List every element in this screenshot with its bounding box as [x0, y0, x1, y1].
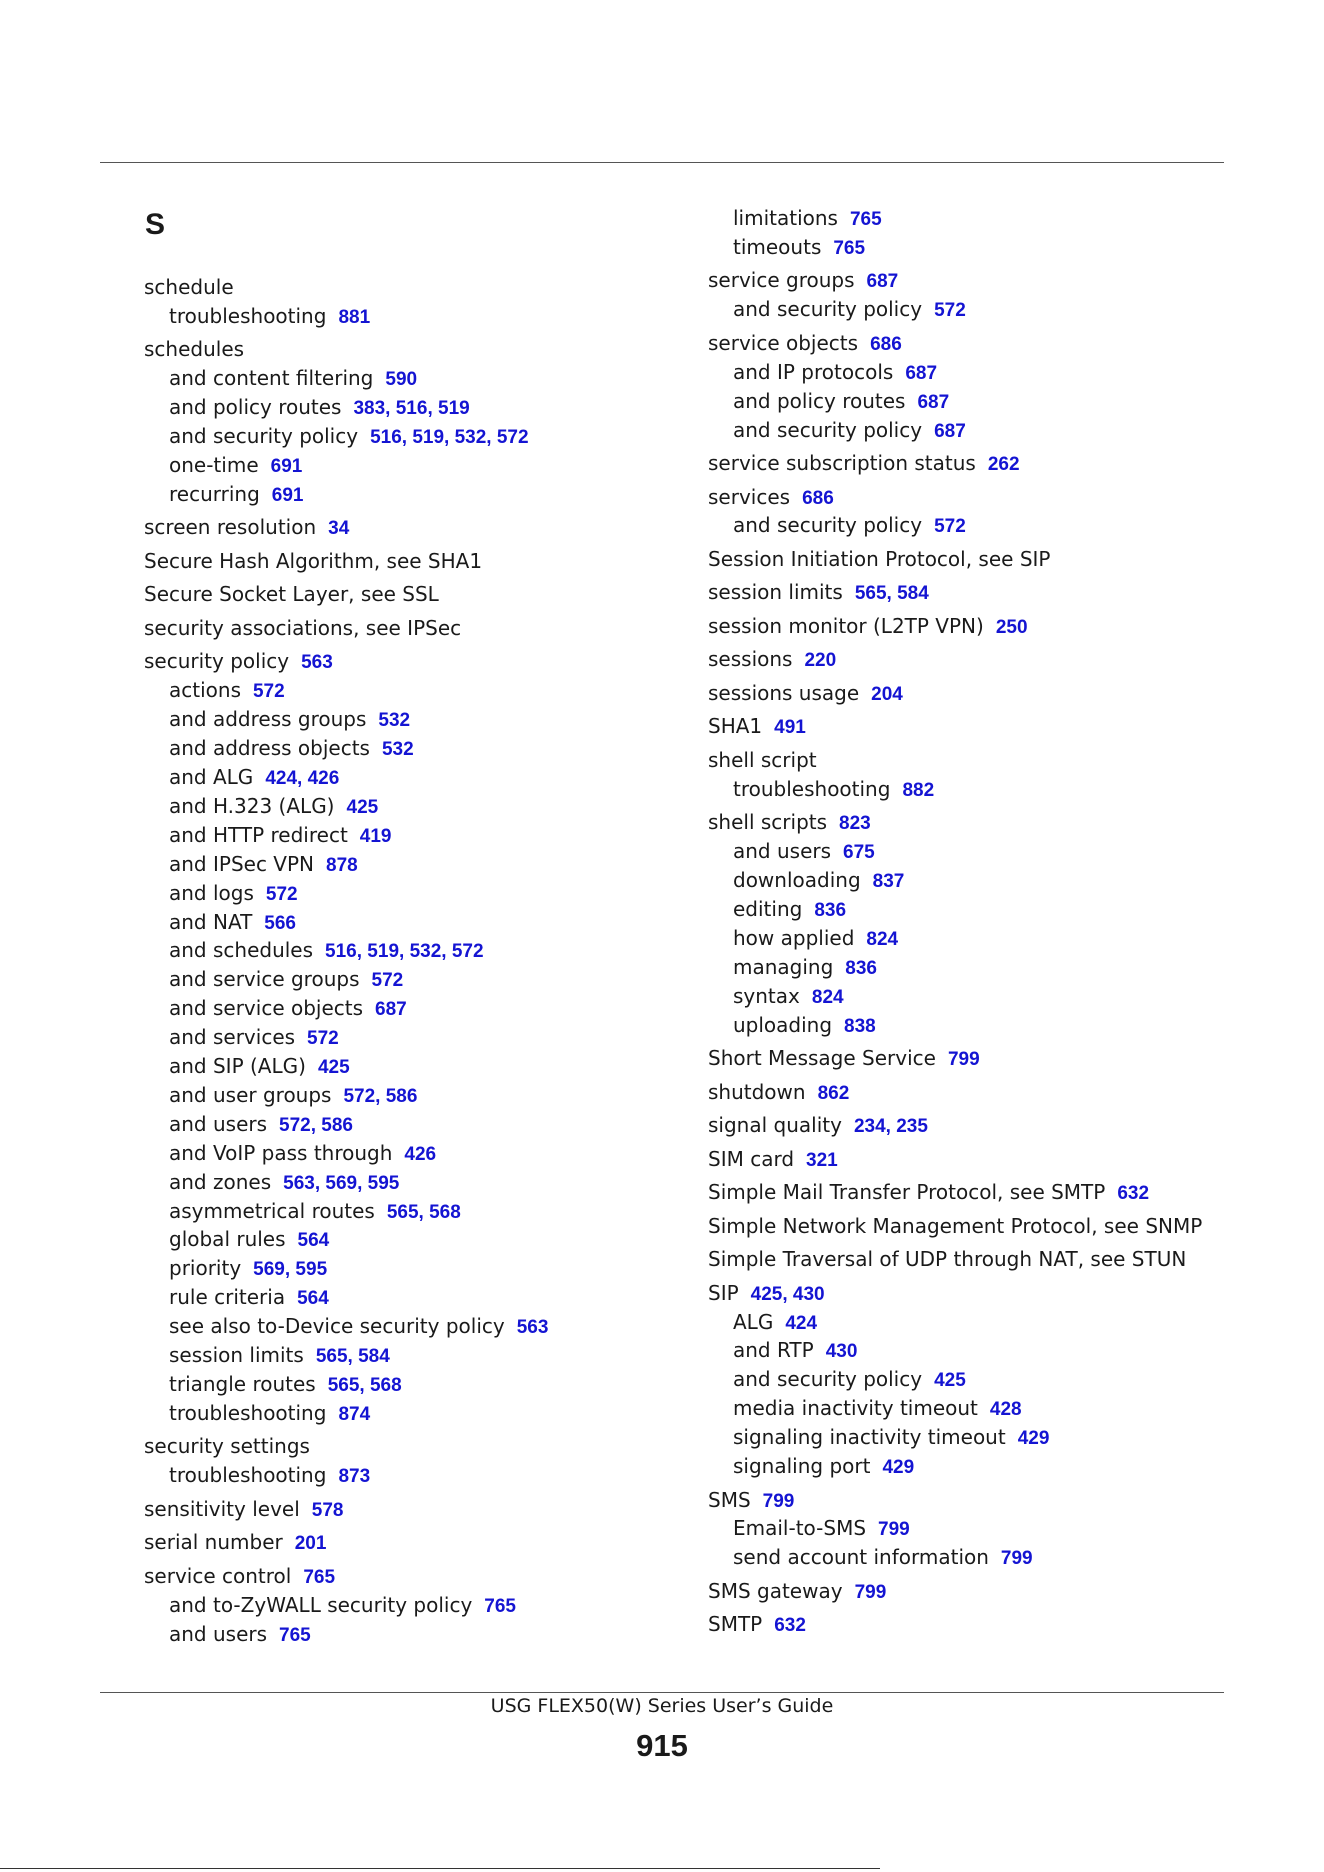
index-subentry [169, 1053, 350, 1081]
page-reference-link[interactable]: 765 [833, 237, 866, 259]
index-term: rule criteria [169, 1285, 286, 1310]
index-term: how applied [733, 925, 855, 950]
page-reference-link[interactable]: 425 [317, 1057, 350, 1078]
page-reference-link[interactable]: 565, 568 [327, 1374, 402, 1396]
index-term: and content filtering [169, 366, 374, 391]
index-entry [708, 613, 1028, 641]
index-term: global rules [169, 1227, 286, 1252]
index-subentry [169, 677, 285, 705]
page-reference-link[interactable]: 563, 569, 595 [283, 1172, 400, 1194]
index-subentry [169, 880, 298, 908]
page-reference-link[interactable]: 565, 584 [854, 583, 929, 605]
index-subentry [169, 966, 403, 994]
page-reference-link[interactable]: 687 [866, 271, 899, 293]
index-term: and policy routes [733, 388, 906, 413]
page-reference-link[interactable]: 572 [265, 883, 298, 905]
index-subentry [169, 909, 296, 937]
index-entry [144, 548, 482, 574]
page-reference-link[interactable]: 234, 235 [853, 1116, 928, 1138]
index-subentry [733, 1515, 910, 1543]
index-term: and logs [169, 880, 254, 905]
index-subentry [733, 1309, 817, 1337]
index-subentry [169, 764, 339, 792]
page-reference-link[interactable]: 419 [359, 825, 392, 847]
index-subentry [169, 1140, 436, 1168]
index-entry [708, 809, 871, 837]
index-term: and user groups [169, 1082, 332, 1107]
index-entry [708, 747, 817, 773]
index-subentry [169, 481, 303, 509]
page-reference-link[interactable]: 824 [811, 986, 844, 1008]
page-reference-link[interactable]: 383, 516, 519 [353, 398, 470, 420]
page-reference-link[interactable]: 799 [878, 1519, 910, 1541]
page-reference-link[interactable]: 862 [817, 1082, 850, 1104]
index-subentry [169, 1226, 329, 1254]
page-reference-link[interactable]: 424 [785, 1312, 818, 1334]
index-term: recurring [169, 481, 260, 506]
index-entry [708, 450, 1020, 478]
index-subentry [733, 388, 949, 416]
index-term: session limits [708, 580, 843, 605]
index-entry [708, 546, 1050, 572]
index-term: send account information [733, 1545, 989, 1570]
index-term: see also to-Device security policy [169, 1314, 505, 1339]
index-entry [708, 1112, 928, 1140]
index-entry [708, 1487, 794, 1515]
index-term: and VoIP pass through [169, 1140, 393, 1165]
index-term: one-time [169, 453, 259, 477]
index-term: troubleshooting [169, 1400, 327, 1425]
page-reference-link[interactable]: 572 [371, 970, 404, 992]
index-term: managing [733, 954, 834, 979]
index-term: and users [733, 839, 832, 864]
index-subentry [733, 512, 966, 540]
index-term: and schedules [169, 938, 314, 963]
index-term: and ALG [169, 765, 254, 789]
page-reference-link[interactable]: 425 [934, 1370, 966, 1392]
index-term: signal quality [708, 1113, 842, 1138]
page-reference-link[interactable]: 675 [843, 842, 875, 864]
index-term: Session Initiation Protocol, see SIP [708, 546, 1051, 571]
index-entry [708, 1213, 1202, 1239]
index-term: security settings [144, 1434, 310, 1459]
index-term: session monitor (L2TP VPN) [708, 613, 984, 638]
page-reference-link[interactable]: 874 [338, 1403, 371, 1425]
page-number: 915 [636, 1728, 688, 1763]
index-subentry [169, 1621, 311, 1649]
index-subentry [733, 1544, 1033, 1572]
index-term: and security policy [733, 513, 923, 538]
index-subentry [733, 1395, 1022, 1423]
page-reference-link[interactable]: 878 [326, 854, 358, 876]
page-reference-link[interactable]: 321 [806, 1149, 838, 1171]
page-reference-link[interactable]: 532 [381, 739, 414, 761]
page-reference-link[interactable]: 250 [995, 616, 1028, 638]
index-term: Short Message Service [708, 1046, 936, 1071]
page-reference-link[interactable]: 516, 519, 532, 572 [325, 941, 484, 963]
index-entry [708, 1611, 806, 1639]
index-subentry [733, 359, 937, 387]
page-reference-link[interactable]: 563 [301, 652, 333, 674]
index-term: actions [169, 678, 241, 703]
index-term: SMTP [708, 1612, 763, 1637]
index-term: security associations, see IPSec [144, 615, 462, 640]
index-term: and policy routes [169, 395, 342, 420]
index-term: screen resolution [144, 515, 317, 540]
index-term: SHA1 [708, 714, 763, 739]
index-term: schedules [144, 337, 245, 362]
index-term: service groups [708, 268, 855, 293]
index-entry [708, 579, 929, 607]
page-reference-link[interactable]: 799 [762, 1490, 795, 1512]
page-reference-link[interactable]: 799 [854, 1581, 887, 1603]
index-term: and services [169, 1025, 296, 1050]
page-reference-link[interactable]: 565, 584 [315, 1346, 390, 1367]
page-reference-link[interactable]: 424, 426 [265, 768, 340, 789]
page-reference-link[interactable]: 572, 586 [279, 1114, 353, 1136]
index-term: and NAT [169, 909, 253, 934]
page-reference-link[interactable]: 532 [378, 710, 411, 732]
page-reference-link[interactable]: 572 [307, 1028, 339, 1050]
index-entry [708, 267, 898, 295]
index-term: and HTTP redirect [169, 822, 348, 847]
index-subentry [733, 234, 865, 262]
page-reference-link[interactable]: 799 [947, 1049, 980, 1071]
index-term: Simple Network Management Protocol, see SNMP [708, 1213, 1203, 1238]
index-term: and service objects [169, 996, 364, 1021]
index-subentry [169, 1342, 390, 1370]
index-term: security policy [144, 649, 290, 674]
index-subentry [169, 937, 484, 965]
index-term: Simple Traversal of UDP through NAT, see STUN [708, 1247, 1187, 1272]
index-term: Simple Mail Transfer Protocol, see SMTP [708, 1180, 1106, 1205]
index-entry [144, 1563, 335, 1591]
index-entry [708, 330, 902, 358]
index-term: and security policy [733, 1367, 923, 1392]
index-term: asymmetrical routes [169, 1198, 375, 1223]
page-reference-link[interactable]: 578 [311, 1499, 344, 1521]
index-entry [708, 1246, 1186, 1272]
page-reference-link[interactable]: 686 [870, 333, 902, 355]
page-reference-link[interactable]: 572 [934, 300, 966, 322]
page-reference-link[interactable]: 765 [279, 1624, 311, 1646]
index-subentry [733, 776, 934, 804]
index-term: shutdown [708, 1079, 806, 1104]
page-reference-link[interactable]: 837 [872, 871, 905, 893]
index-term: services [708, 484, 791, 509]
footer-rule [100, 1692, 1224, 1693]
bottom-edge-line [0, 1868, 880, 1869]
index-subentry [169, 423, 529, 451]
index-subentry [169, 1400, 370, 1428]
index-subentry [733, 296, 966, 324]
index-term: sessions usage [708, 680, 860, 705]
index-subentry [169, 822, 392, 850]
page-reference-link[interactable]: 572, 586 [343, 1085, 418, 1107]
index-subentry [733, 1453, 914, 1481]
index-term: timeouts [733, 234, 822, 259]
index-term: and security policy [169, 424, 359, 449]
page-reference-link[interactable]: 204 [871, 683, 903, 705]
index-term: and H.323 (ALG) [169, 793, 335, 818]
index-entry [708, 1079, 849, 1107]
index-subentry [169, 706, 410, 734]
index-subentry [169, 735, 414, 763]
page-reference-link[interactable]: 838 [844, 1015, 876, 1037]
index-subentry [733, 205, 882, 233]
index-entry [708, 1578, 886, 1606]
index-term: sessions [708, 647, 793, 672]
index-entry [708, 484, 834, 512]
index-term: signaling inactivity timeout [733, 1425, 1006, 1450]
page-reference-link[interactable]: 691 [270, 456, 303, 477]
index-term: triangle routes [169, 1371, 316, 1396]
index-term: shell script [708, 747, 817, 772]
index-entry [708, 713, 806, 741]
index-subentry [169, 1082, 417, 1110]
index-term: schedule [144, 275, 234, 299]
index-subentry [733, 954, 877, 982]
index-subentry [169, 1371, 402, 1399]
index-entry [144, 648, 333, 676]
index-subentry [169, 303, 370, 331]
page-reference-link[interactable]: 262 [987, 454, 1020, 475]
page-reference-link[interactable]: 565, 568 [386, 1201, 461, 1223]
index-subentry [169, 1284, 329, 1312]
page-reference-link[interactable]: 564 [297, 1230, 330, 1252]
index-subentry [733, 838, 875, 866]
index-term: editing [733, 897, 803, 921]
page-reference-link[interactable]: 430 [825, 1341, 858, 1363]
page-reference-link[interactable]: 765 [849, 209, 882, 230]
page-reference-link[interactable]: 799 [1000, 1548, 1033, 1570]
index-term: and address objects [169, 736, 370, 761]
page-reference-link[interactable]: 686 [802, 487, 834, 509]
page-reference-link[interactable]: 824 [866, 928, 899, 950]
index-subentry [733, 867, 904, 895]
page-reference-link[interactable]: 687 [375, 999, 407, 1021]
index-entry [144, 1433, 310, 1459]
index-subentry [169, 1024, 339, 1052]
page-reference-link[interactable]: 491 [774, 717, 806, 739]
page-reference-link[interactable]: 428 [989, 1399, 1022, 1421]
index-subentry [733, 1337, 857, 1365]
footer-title: USG FLEX50(W) Series User’s Guide [490, 1695, 834, 1717]
index-term: and security policy [733, 417, 923, 442]
index-term: media inactivity timeout [733, 1396, 978, 1421]
page-reference-link[interactable]: 765 [303, 1566, 336, 1588]
index-term: and service groups [169, 967, 360, 992]
page-reference-link[interactable]: 881 [338, 306, 371, 328]
index-term: troubleshooting [169, 1463, 327, 1488]
index-term: and IPSec VPN [169, 851, 314, 876]
index-term: and SIP (ALG) [169, 1054, 306, 1078]
index-subentry [733, 417, 966, 445]
index-subentry [733, 896, 846, 924]
index-subentry [169, 851, 358, 879]
index-term: and security policy [733, 297, 923, 322]
section-letter: S [145, 208, 166, 241]
page-reference-link[interactable]: 687 [934, 420, 966, 442]
page-reference-link[interactable]: 632 [1117, 1183, 1150, 1205]
page-reference-link[interactable]: 34 [328, 518, 350, 540]
index-term: and RTP [733, 1338, 814, 1363]
index-subentry [733, 983, 844, 1011]
index-entry [144, 274, 234, 300]
page-reference-link[interactable]: 873 [338, 1466, 371, 1488]
page-reference-link[interactable]: 882 [902, 779, 935, 801]
page-reference-link[interactable]: 632 [774, 1615, 806, 1637]
index-term: signaling port [733, 1454, 871, 1478]
page-reference-link[interactable]: 429 [882, 1457, 915, 1478]
page-reference-link[interactable]: 563 [516, 1317, 549, 1339]
page-reference-link[interactable]: 425 [346, 796, 379, 818]
page-reference-link[interactable]: 429 [1017, 1428, 1050, 1450]
page-reference-link[interactable]: 572 [252, 681, 285, 703]
index-entry [708, 646, 836, 674]
page-reference-link[interactable]: 836 [845, 957, 877, 979]
index-entry [708, 1045, 980, 1073]
index-term: troubleshooting [169, 303, 327, 328]
index-term: serial number [144, 1530, 283, 1555]
index-term: session limits [169, 1343, 304, 1367]
index-term: Secure Hash Algorithm, see SHA1 [144, 548, 483, 573]
index-subentry [733, 1424, 1049, 1452]
index-term: syntax [733, 983, 800, 1008]
page-reference-link[interactable]: 566 [264, 912, 296, 934]
index-term: and users [169, 1621, 268, 1646]
index-entry [708, 680, 903, 708]
page-reference-link[interactable]: 220 [804, 650, 837, 672]
index-subentry [169, 1111, 353, 1139]
index-subentry [169, 1462, 370, 1490]
index-term: SIM card [708, 1146, 795, 1171]
page-reference-link[interactable]: 823 [839, 813, 871, 835]
index-subentry [169, 1255, 327, 1283]
page-reference-link[interactable]: 201 [294, 1533, 327, 1555]
page-reference-link[interactable]: 426 [404, 1143, 437, 1165]
page-reference-link[interactable]: 425, 430 [750, 1283, 825, 1305]
index-entry [144, 1529, 326, 1557]
page-reference-link[interactable]: 687 [917, 391, 950, 413]
index-term: uploading [733, 1012, 833, 1037]
index-term: service objects [708, 330, 859, 355]
index-subentry [169, 793, 378, 821]
index-term: service subscription status [708, 451, 976, 475]
index-term: SIP [708, 1280, 739, 1305]
index-term: service control [144, 1563, 292, 1588]
index-subentry [733, 1012, 876, 1040]
index-entry [144, 1496, 343, 1524]
index-subentry [733, 1366, 966, 1394]
index-term: and address groups [169, 707, 367, 732]
page-reference-link[interactable]: 691 [271, 484, 304, 506]
index-term: SMS gateway [708, 1578, 843, 1603]
index-entry [708, 1146, 838, 1174]
index-entry [144, 336, 244, 362]
index-term: limitations [733, 206, 838, 230]
index-term: ALG [733, 1309, 774, 1334]
index-entry [708, 1280, 825, 1308]
index-subentry [169, 1313, 548, 1341]
page-reference-link[interactable]: 765 [484, 1595, 516, 1617]
index-term: sensitivity level [144, 1496, 300, 1521]
index-term: shell scripts [708, 810, 828, 835]
index-term: SMS [708, 1487, 751, 1512]
index-term: Secure Socket Layer, see SSL [144, 582, 439, 607]
page-reference-link[interactable]: 572 [934, 516, 966, 538]
index-term: and IP protocols [733, 359, 894, 384]
index-subentry [169, 452, 302, 480]
page-reference-link[interactable]: 687 [905, 362, 938, 384]
page-reference-link[interactable]: 516, 519, 532, 572 [370, 427, 529, 449]
index-subentry [169, 1169, 399, 1197]
index-term: Email-to-SMS [733, 1516, 867, 1541]
index-term: and users [169, 1111, 268, 1136]
index-entry [708, 1179, 1149, 1207]
index-subentry [169, 1592, 516, 1620]
page-reference-link[interactable]: 564 [297, 1288, 329, 1310]
index-term: downloading [733, 868, 861, 893]
index-entry [144, 581, 439, 607]
index-entry [144, 514, 349, 542]
page-reference-link[interactable]: 590 [385, 369, 418, 391]
index-term: and to-ZyWALL security policy [169, 1592, 473, 1617]
index-term: priority [169, 1256, 242, 1281]
header-rule [100, 162, 1224, 163]
page-reference-link[interactable]: 836 [814, 900, 847, 921]
index-term: and zones [169, 1169, 272, 1194]
index-subentry [733, 925, 898, 953]
index-subentry [169, 394, 470, 422]
index-subentry [169, 365, 417, 393]
index-subentry [169, 995, 407, 1023]
index-subentry [169, 1198, 461, 1226]
page-reference-link[interactable]: 569, 595 [253, 1259, 328, 1281]
index-entry [144, 615, 461, 641]
index-term: troubleshooting [733, 776, 891, 801]
